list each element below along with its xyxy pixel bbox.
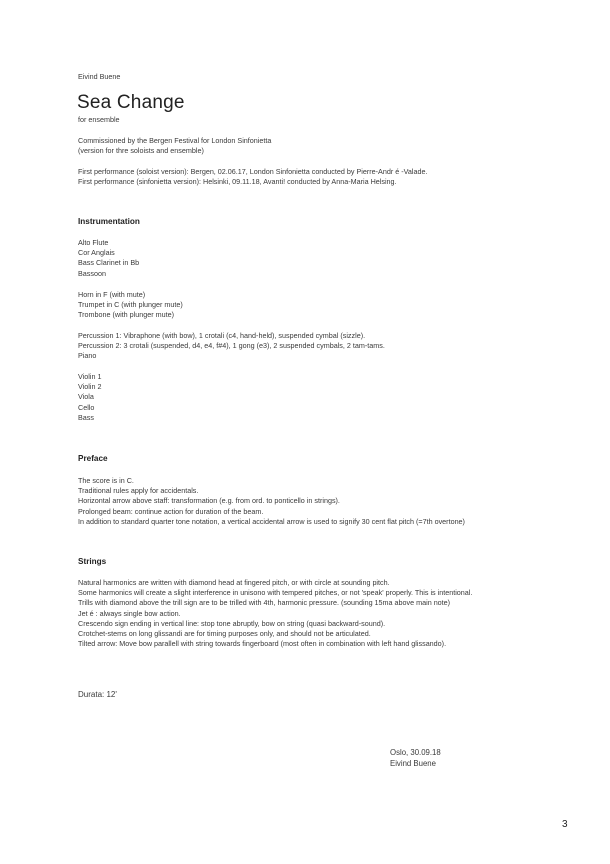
commission-line: Commissioned by the Bergen Festival for London Sinfonietta [78, 136, 272, 145]
strings-notes-list [78, 578, 472, 649]
instrument-item: Alto Flute [78, 238, 109, 247]
strings-note-line: Crescendo sign ending in vertical line: stop tone abruptly, bow on string (quasi backward-sound). [78, 618, 386, 628]
instrument-item: Cor Anglais [78, 248, 115, 258]
performance-line: First performance (soloist version): Bergen, 02.06.17, London Sinfonietta conducted by Pierre-Andr é -Valade. [78, 167, 428, 176]
instrument-item: Bass Clarinet in Bb [78, 258, 140, 268]
instrument-item: Percussion 2: 3 crotali (suspended, d4, e4, f#4), 1 gong (e3), 2 suspended cymbals, 2 tam-tams. [78, 341, 385, 351]
strings-note-line: Jet é : always single bow action. [78, 608, 181, 618]
commission-line: (version for thre soloists and ensemble) [78, 146, 204, 156]
brass-list [78, 290, 183, 321]
instrument-item: Horn in F (with mute) [78, 290, 146, 299]
strings-note-line: Crotchet-stems on long glissandi are for timing purposes only, and should not be articulated. [78, 629, 371, 639]
preface-list [78, 476, 465, 527]
performance-block [78, 167, 427, 187]
strings-note-line: Tilted arrow: Move bow parallell with string towards fingerboard (most often in combination with left hand glissando). [78, 639, 447, 649]
strings-note-line: Trills with diamond above the trill sign are to be trilled with 4th, harmonic pressure. (sounding 15ma above main note) [78, 598, 451, 608]
signature-name: Eivind Buene [390, 759, 436, 768]
woodwinds-list [78, 238, 139, 279]
commission-block [78, 136, 271, 156]
instrument-item: Viola [78, 392, 94, 402]
instrument-item: Trumpet in C (with plunger mute) [78, 300, 183, 310]
instrument-item: Cello [78, 402, 95, 412]
instrument-item: Bass [78, 412, 94, 422]
instrument-item: Trombone (with plunger mute) [78, 310, 175, 320]
strings-note-line: Some harmonics will create a slight interference in unisono with tempered pitches, or not 'speak' properly. This is intentional. [78, 588, 473, 598]
instrument-item: Violin 2 [78, 382, 102, 392]
page-number: 3 [562, 819, 568, 830]
signature-place-date: Oslo, 30.09.18 [390, 748, 441, 757]
instrument-item: Violin 1 [78, 372, 102, 381]
instrument-item: Percussion 1: Vibraphone (with bow), 1 crotali (c4, hand-held), suspended cymbal (sizzle). [78, 331, 366, 340]
preface-line: In addition to standard quarter tone notation, a vertical accidental arrow is used to signify 30 cent flat pitch (=7th overtone) [78, 516, 465, 526]
instrumentation-heading: Instrumentation [78, 217, 140, 226]
strings-heading: Strings [78, 557, 107, 566]
strings-list [78, 372, 101, 423]
instrument-item: Bassoon [78, 268, 106, 278]
strings-note-line: Natural harmonics are written with diamond head at fingered pitch, or with circle at sounding pitch. [78, 578, 390, 587]
preface-line: Prolonged beam: continue action for duration of the beam. [78, 506, 264, 516]
percussion-list [78, 331, 385, 362]
performance-line: First performance (sinfonietta version): Helsinki, 09.11.18, Avanti! conducted by Anna-Maria Helsing. [78, 177, 397, 187]
durata: Durata: 12' [78, 690, 117, 699]
preface-line: Traditional rules apply for accidentals. [78, 486, 199, 496]
composer-name: Eivind Buene [78, 72, 121, 81]
page-title: Sea Change [77, 92, 185, 113]
preface-line: Horizontal arrow above staff: transformation (e.g. from ord. to ponticello in strings). [78, 496, 340, 506]
instrument-item: Piano [78, 351, 97, 361]
subtitle: for ensemble [78, 115, 120, 124]
preface-heading: Preface [78, 454, 108, 463]
signature [390, 747, 441, 769]
preface-line: The score is in C. [78, 476, 134, 485]
